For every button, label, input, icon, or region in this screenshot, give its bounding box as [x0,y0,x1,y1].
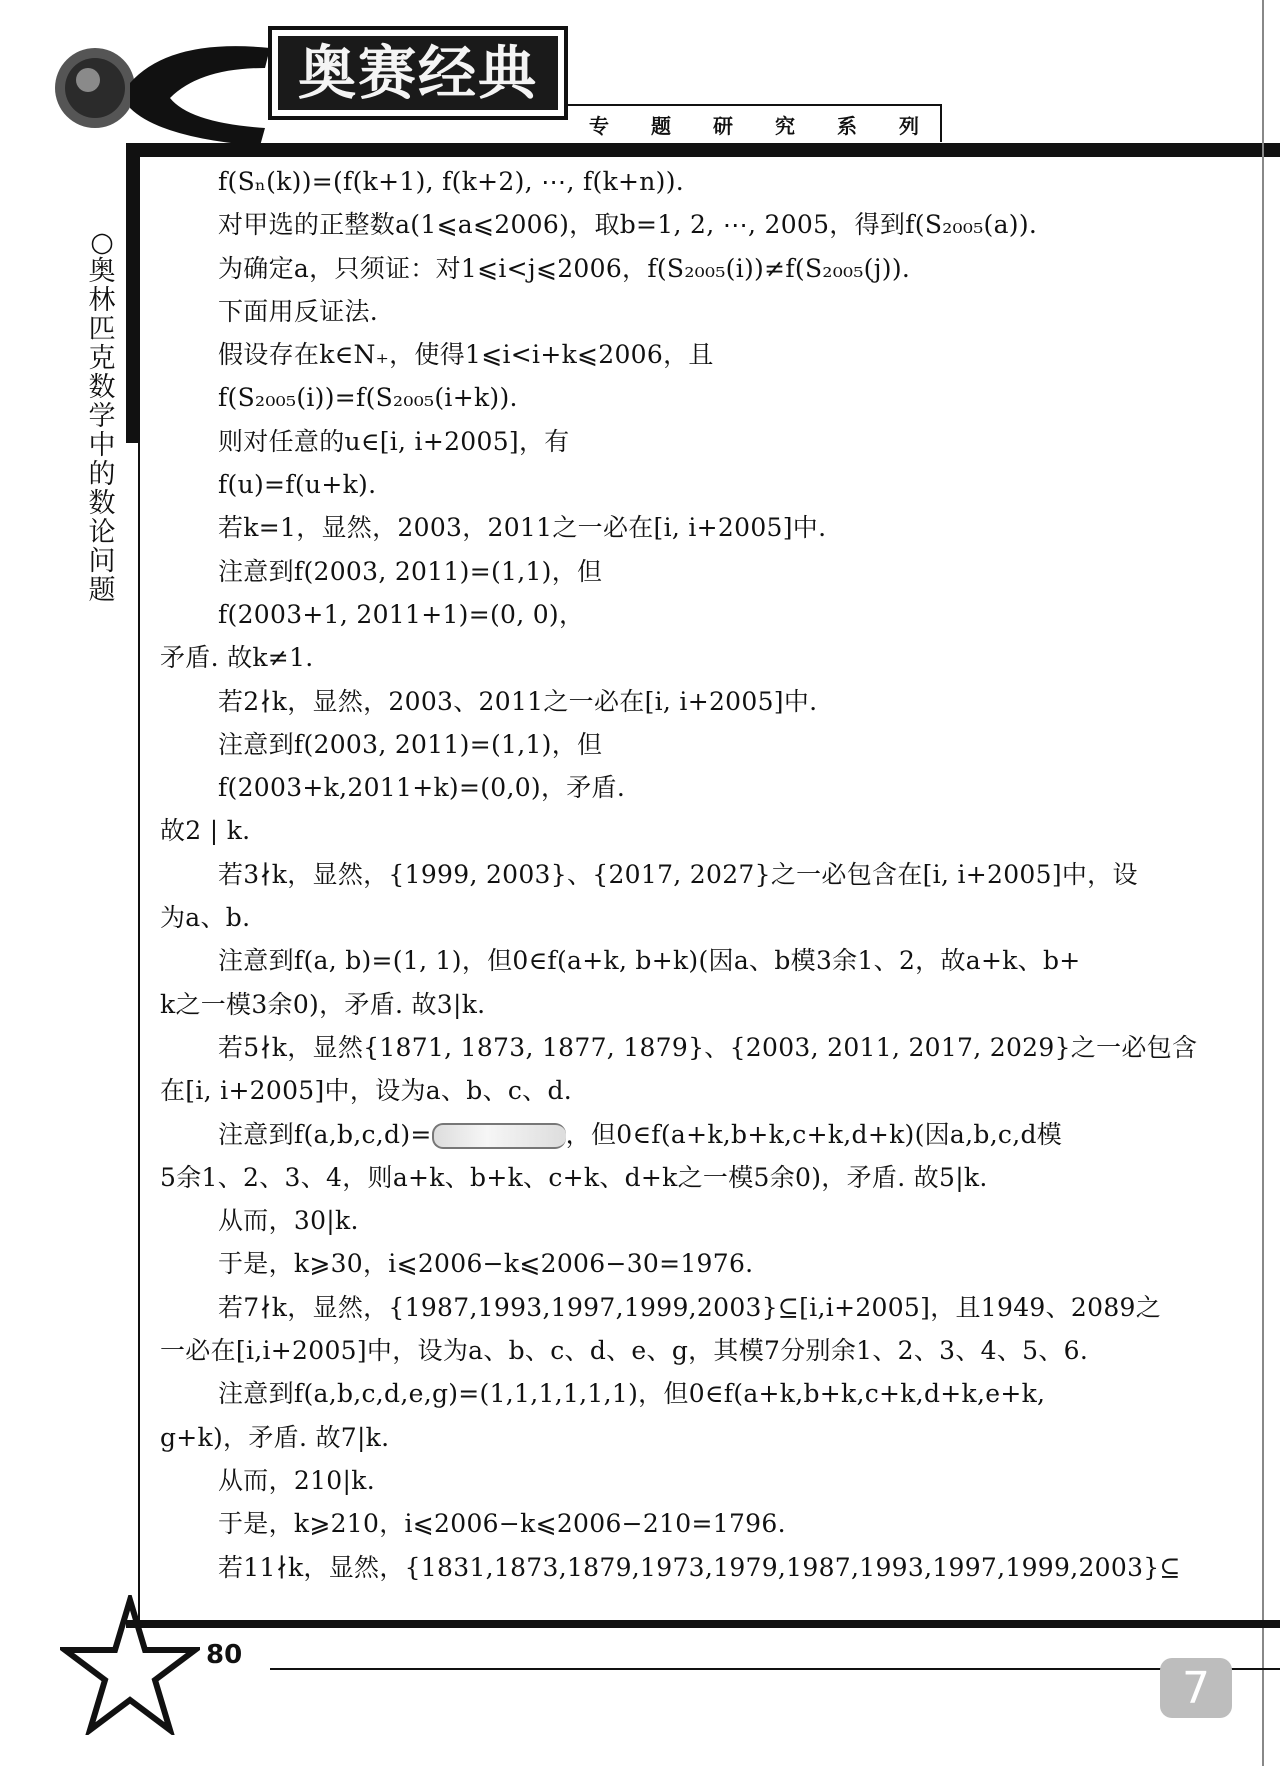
header-decoration [50,28,280,148]
page-badge[interactable]: 7 [1160,1658,1232,1718]
line-text: 下面用反证法. [218,296,379,326]
text-line [160,1026,1220,1069]
text-line [160,1416,1220,1459]
series-char: 专 [589,113,609,138]
line-text: 于是，k⩾30，i⩽2006−k⩽2006−30=1976. [218,1249,754,1279]
text-line [160,723,1220,766]
line-text: 于是，k⩾210，i⩽2006−k⩽2006−210=1796. [218,1509,786,1539]
footer-rule [126,1620,1280,1628]
series-char: 系 [837,113,857,138]
text-line [160,1459,1220,1502]
text-line [160,1242,1220,1285]
line-text: 注意到f(2003, 2011)=(1,1)，但 [218,556,603,586]
text-line [160,550,1220,593]
text-line [160,853,1220,896]
line-text: 若k=1，显然，2003，2011之一必在[i, i+2005]中. [218,513,827,543]
line-text: 注意到f(2003, 2011)=(1,1)，但 [218,729,603,759]
line-text: 5余1、2、3、4，则a+k、b+k、c+k、d+k之一模5余0)，矛盾. 故5|k. [160,1162,988,1192]
header-rule [126,143,1280,157]
text-line [160,420,1220,463]
text-line [160,1546,1220,1589]
page-number: 80 [206,1640,243,1670]
side-title: ○奥林匹克数学中的数论问题 [88,227,116,606]
line-text: f(Sₙ(k))=(f(k+1), f(k+2), ⋯, f(k+n)). [218,167,685,196]
text-line [160,636,1220,679]
text-line [160,1329,1220,1372]
line-text: f(2003+k,2011+k)=(0,0)，矛盾. [218,773,626,803]
line-text: 从而，30|k. [218,1206,359,1236]
line-text: 若3∤k，显然，{1999, 2003}、{2017, 2027}之一必包含在[i, i+2005]中，设 [218,859,1138,889]
line-text: 为a、b. [160,903,251,933]
line-text: 为确定a，只须证：对1⩽i<j⩽2006，f(S₂₀₀₅(i))≠f(S₂₀₀₅(j)). [218,253,911,283]
line-text: 一必在[i,i+2005]中，设为a、b、c、d、e、g，其模7分别余1、2、3、4、5、6. [160,1336,1089,1366]
text-line [160,1113,1220,1156]
text-line [160,809,1220,852]
line-text: f(S₂₀₀₅(i))=f(S₂₀₀₅(i+k)). [218,383,518,413]
series-char: 题 [651,113,671,138]
text-line [160,247,1220,290]
text-line [160,333,1220,376]
text-line [160,160,1220,203]
line-text: 则对任意的u∈[i, i+2005]，有 [218,426,570,456]
text-line [160,939,1220,982]
page-edge-line [1262,0,1264,1766]
line-text: 若11∤k，显然，{1831,1873,1879,1973,1979,1987,1993,1997,1999,2003}⊆ [218,1552,1181,1582]
text-line [160,593,1220,636]
text-line [160,1372,1220,1415]
text-line [160,680,1220,723]
text-line [160,896,1220,939]
text-line [160,376,1220,419]
banner-title: 奥赛经典 [297,39,538,107]
text-line [160,463,1220,506]
series-char: 研 [713,113,733,138]
page-body [160,160,1220,1589]
series-char: 究 [775,113,795,138]
line-text: 从而，210|k. [218,1465,375,1495]
line-text: g+k)，矛盾. 故7|k. [160,1422,390,1452]
series-bar [568,104,942,142]
text-line [160,290,1220,333]
margin-line [138,150,140,1630]
line-text: 若5∤k，显然{1871, 1873, 1877, 1879}、{2003, 2011, 2017, 2029}之一必包含 [218,1032,1198,1062]
line-text: k之一模3余0)，矛盾. 故3|k. [160,989,486,1019]
text-line [160,1199,1220,1242]
line-text: 假设存在k∈N₊，使得1⩽i<i+k⩽2006，且 [218,340,714,370]
text-line [160,1069,1220,1112]
footer-line [270,1668,1280,1670]
line-text: 对甲选的正整数a(1⩽a⩽2006)，取b=1, 2, ⋯, 2005，得到f(S₂₀₀₅(a)). [218,210,1038,240]
swoosh-icon [130,46,270,146]
line-text: 注意到f(a,b,c,d,e,g)=(1,1,1,1,1,1)，但0∈f(a+k,b+k,c+k,d+k,e+k, [218,1379,1046,1409]
line-text: ，但0∈f(a+k,b+k,c+k,d+k)(因a,b,c,d模 [565,1119,1063,1149]
text-line [160,983,1220,1026]
text-line [160,506,1220,549]
line-text: 若7∤k，显然，{1987,1993,1997,1999,2003}⊆[i,i+2005]，且1949、2089之 [218,1292,1162,1322]
star-icon [60,1595,200,1735]
line-text: 矛盾. 故k≠1. [160,643,314,673]
line-text: 故2 | k. [160,816,251,846]
text-line [160,1502,1220,1545]
text-line [160,1286,1220,1329]
line-text: 注意到f(a, b)=(1, 1)，但0∈f(a+k, b+k)(因a、b模3余1、2，故a+k、b+ [218,946,1081,976]
line-text: 在[i, i+2005]中，设为a、b、c、d. [160,1076,573,1106]
banner [268,26,568,120]
series-char: 列 [899,113,919,138]
text-line [160,766,1220,809]
line-text: 若2∤k，显然，2003、2011之一必在[i, i+2005]中. [218,686,818,716]
line-text: f(2003+1, 2011+1)=(0, 0)， [218,599,585,629]
text-line [160,1156,1220,1199]
line-text: 注意到f(a,b,c,d)= [218,1119,432,1149]
text-line [160,203,1220,246]
redacted-region [432,1123,566,1149]
line-text: f(u)=f(u+k). [218,470,377,500]
